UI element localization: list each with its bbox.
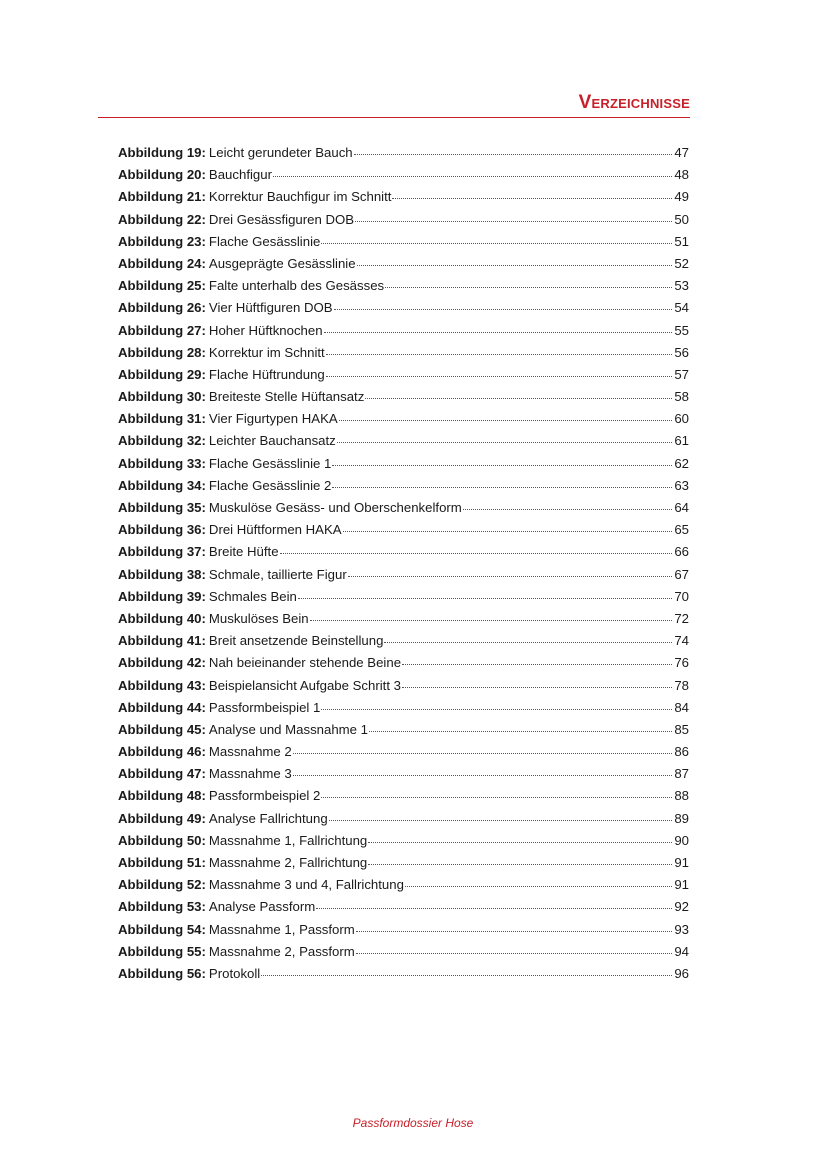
dot-leader [324,332,673,333]
toc-entry-title: Massnahme 2 [208,744,292,760]
toc-entry-page-number: 53 [674,278,689,294]
toc-entry[interactable] [118,231,689,253]
toc-entry-label: Abbildung 50: [118,832,206,848]
toc-entry-title: Vier Hüftfiguren DOB [208,300,333,316]
toc-entry-title: Nah beieinander stehende Beine [208,655,402,671]
toc-entry-title: Massnahme 3 und 4, Fallrichtung [208,877,404,893]
dot-leader [402,687,672,688]
toc-entry-page-number: 47 [674,145,689,160]
toc-entry[interactable] [118,275,689,297]
toc-entry-label: Abbildung 24: [118,255,206,271]
dot-leader [321,797,672,798]
toc-entry-page-number: 70 [674,588,689,604]
toc-entry[interactable] [118,919,689,941]
toc-entry-page-number: 56 [674,344,689,360]
toc-entry[interactable] [118,586,689,608]
toc-entry-title: Drei Hüftformen HAKA [208,522,342,538]
toc-entry-page-number: 62 [674,455,689,471]
toc-entry[interactable] [118,497,689,519]
toc-entry[interactable] [118,675,689,697]
toc-entry-label: Abbildung 56: [118,965,206,981]
toc-entry[interactable] [118,630,689,652]
toc-entry-label: Abbildung 20: [118,167,206,183]
toc-entry-label: Abbildung 34: [118,477,206,493]
dot-leader [273,176,672,177]
toc-entry[interactable] [118,564,689,586]
dot-leader [354,154,673,155]
toc-entry-label: Abbildung 53: [118,899,206,915]
toc-entry-label: Abbildung 22: [118,211,206,227]
toc-entry-page-number: 54 [674,300,689,316]
dot-leader [298,598,672,599]
toc-entry-title: Flache Hüftrundung [208,366,325,382]
dot-leader [310,620,673,621]
toc-entry[interactable] [118,763,689,785]
toc-entry[interactable] [118,808,689,830]
toc-entry-label: Abbildung 52: [118,877,206,893]
toc-entry-title: Flache Gesässlinie [208,233,321,249]
toc-entry-label: Abbildung 35: [118,500,206,515]
toc-entry-title: Schmale, taillierte Figur [208,566,347,582]
toc-entry-page-number: 66 [674,544,689,560]
toc-entry-title: Korrektur Bauchfigur im Schnitt [208,189,392,205]
toc-entry-title: Leichter Bauchansatz [208,433,336,449]
toc-entry-page-number: 52 [674,255,689,271]
toc-entry-title: Hoher Hüftknochen [208,322,323,338]
toc-entry-page-number: 63 [674,477,689,493]
dot-leader [402,664,672,665]
dot-leader [368,864,672,865]
dot-leader [356,931,673,932]
toc-entry-page-number: 91 [674,877,689,893]
toc-entry-label: Abbildung 28: [118,344,206,360]
dot-leader [316,908,672,909]
header-divider [98,117,690,118]
toc-entry-label: Abbildung 21: [118,189,206,205]
toc-entry[interactable] [118,874,689,896]
dot-leader [357,265,673,266]
dot-leader [326,376,673,377]
toc-entry[interactable] [118,519,689,541]
toc-entry[interactable] [118,253,689,275]
toc-entry[interactable] [118,142,689,164]
dot-leader [343,531,673,532]
toc-entry[interactable] [118,830,689,852]
toc-entry[interactable] [118,430,689,452]
toc-entry-label: Abbildung 42: [118,655,206,671]
toc-entry-page-number: 86 [674,744,689,760]
page-footer: Passformdossier Hose [352,1116,474,1130]
toc-entry-title: Massnahme 2, Passform [208,943,355,959]
dot-leader [332,465,672,466]
toc-entry-label: Abbildung 31: [118,411,206,427]
toc-entry-title: Protokoll [208,965,261,981]
toc-entry[interactable] [118,652,689,674]
toc-entry-title: Analyse Fallrichtung [208,810,328,826]
toc-entry-page-number: 89 [674,810,689,826]
toc-entry-title: Falte unterhalb des Gesässes [208,278,385,294]
toc-entry-title: Beispielansicht Aufgabe Schritt 3 [208,677,401,693]
toc-entry-page-number: 61 [674,433,689,449]
toc-entry-label: Abbildung 32: [118,433,206,449]
toc-entry-label: Abbildung 55: [118,943,206,959]
dot-leader [293,753,673,754]
toc-entry-page-number: 96 [674,965,689,981]
toc-entry[interactable] [118,297,689,319]
toc-entry-title: Muskulöses Bein [208,610,309,626]
toc-entry[interactable] [118,408,689,430]
toc-entry[interactable] [118,852,689,874]
toc-entry[interactable] [118,785,689,807]
toc-entry[interactable] [118,209,689,231]
figure-index-list [118,142,689,985]
toc-entry-label: Abbildung 48: [118,788,206,804]
section-title: Verzeichnisse [578,92,690,113]
dot-leader [261,975,672,976]
toc-entry[interactable] [118,475,689,497]
toc-entry-page-number: 78 [674,677,689,693]
toc-entry[interactable] [118,896,689,918]
toc-entry-title: Bauchfigur [208,167,272,183]
toc-entry[interactable] [118,164,689,186]
dot-leader [356,953,673,954]
toc-entry-title: Analyse Passform [208,899,316,915]
toc-entry-title: Massnahme 3 [208,766,292,782]
dot-leader [321,243,672,244]
dot-leader [321,709,672,710]
toc-entry-label: Abbildung 33: [118,455,206,471]
toc-entry-page-number: 60 [674,411,689,427]
dot-leader [339,420,673,421]
toc-entry-title: Schmales Bein [208,588,297,604]
toc-entry[interactable] [118,963,689,985]
toc-entry-title: Korrektur im Schnitt [208,344,325,360]
dot-leader [369,731,672,732]
toc-entry-title: Analyse und Massnahme 1 [208,721,368,737]
toc-entry-label: Abbildung 43: [118,677,206,693]
toc-entry-title: Ausgeprägte Gesässlinie [208,255,356,271]
toc-entry-label: Abbildung 44: [118,699,206,715]
toc-entry-title: Breiteste Stelle Hüftansatz [208,389,365,405]
toc-entry-label: Abbildung 27: [118,322,206,338]
dot-leader [293,775,673,776]
toc-entry-page-number: 90 [674,832,689,848]
toc-entry-page-number: 48 [674,167,689,183]
dot-leader [280,553,673,554]
toc-entry-page-number: 91 [674,855,689,870]
toc-entry-title: Vier Figurtypen HAKA [208,411,338,427]
toc-entry[interactable] [118,541,689,563]
toc-entry[interactable] [118,186,689,208]
toc-entry[interactable] [118,719,689,741]
toc-entry-title: Muskulöse Gesäss- und Oberschenkelform [208,500,462,515]
toc-entry-label: Abbildung 41: [118,633,206,649]
toc-entry-title: Breit ansetzende Beinstellung [208,633,384,649]
toc-entry-title: Flache Gesässlinie 1 [208,455,332,471]
toc-entry-label: Abbildung 54: [118,921,206,937]
toc-entry-label: Abbildung 23: [118,233,206,249]
dot-leader [463,509,673,510]
toc-entry-page-number: 49 [674,189,689,205]
toc-entry[interactable] [118,320,689,342]
toc-entry[interactable] [118,697,689,719]
toc-entry-label: Abbildung 19: [118,145,206,160]
toc-entry-label: Abbildung 36: [118,522,206,538]
toc-entry-label: Abbildung 40: [118,610,206,626]
dot-leader [329,820,673,821]
toc-entry-label: Abbildung 39: [118,588,206,604]
dot-leader [405,886,672,887]
toc-entry-label: Abbildung 49: [118,810,206,826]
toc-entry-title: Leicht gerundeter Bauch [208,145,353,160]
toc-entry-title: Massnahme 1, Fallrichtung [208,832,368,848]
toc-entry-label: Abbildung 47: [118,766,206,782]
toc-entry-page-number: 87 [674,766,689,782]
toc-entry-page-number: 72 [674,610,689,626]
toc-entry-label: Abbildung 51: [118,855,206,870]
dot-leader [326,354,673,355]
toc-entry-title: Drei Gesässfiguren DOB [208,211,355,227]
dot-leader [384,642,672,643]
toc-entry-page-number: 94 [674,943,689,959]
toc-entry-page-number: 50 [674,211,689,227]
toc-entry-label: Abbildung 38: [118,566,206,582]
toc-entry-page-number: 92 [674,899,689,915]
toc-entry-title: Flache Gesässlinie 2 [208,477,332,493]
dot-leader [365,398,672,399]
toc-entry-page-number: 65 [674,522,689,538]
toc-entry-page-number: 67 [674,566,689,582]
toc-entry-label: Abbildung 37: [118,544,206,560]
toc-entry[interactable] [118,608,689,630]
toc-entry[interactable] [118,741,689,763]
dot-leader [385,287,672,288]
toc-entry-title: Passformbeispiel 1 [208,699,321,715]
toc-entry-page-number: 74 [674,633,689,649]
toc-entry-page-number: 58 [674,389,689,405]
toc-entry-label: Abbildung 30: [118,389,206,405]
toc-entry-page-number: 84 [674,699,689,715]
toc-entry-page-number: 93 [674,921,689,937]
toc-entry[interactable] [118,941,689,963]
toc-entry-page-number: 88 [674,788,689,804]
toc-entry-title: Massnahme 2, Fallrichtung [208,855,368,870]
dot-leader [332,487,672,488]
toc-entry[interactable] [118,342,689,364]
toc-entry-title: Passformbeispiel 2 [208,788,321,804]
toc-entry-label: Abbildung 25: [118,278,206,294]
toc-entry-label: Abbildung 29: [118,366,206,382]
dot-leader [337,442,673,443]
toc-entry-page-number: 85 [674,721,689,737]
toc-entry-label: Abbildung 26: [118,300,206,316]
toc-entry-label: Abbildung 45: [118,721,206,737]
toc-entry[interactable] [118,453,689,475]
dot-leader [355,221,672,222]
toc-entry-title: Massnahme 1, Passform [208,921,355,937]
dot-leader [334,309,673,310]
toc-entry[interactable] [118,386,689,408]
toc-entry-page-number: 76 [674,655,689,671]
toc-entry-page-number: 51 [674,233,689,249]
toc-entry-page-number: 64 [674,500,689,515]
toc-entry-label: Abbildung 46: [118,744,206,760]
dot-leader [368,842,672,843]
dot-leader [392,198,672,199]
toc-entry-title: Breite Hüfte [208,544,279,560]
toc-entry-page-number: 57 [674,366,689,382]
dot-leader [348,576,673,577]
toc-entry-page-number: 55 [674,322,689,338]
toc-entry[interactable] [118,364,689,386]
